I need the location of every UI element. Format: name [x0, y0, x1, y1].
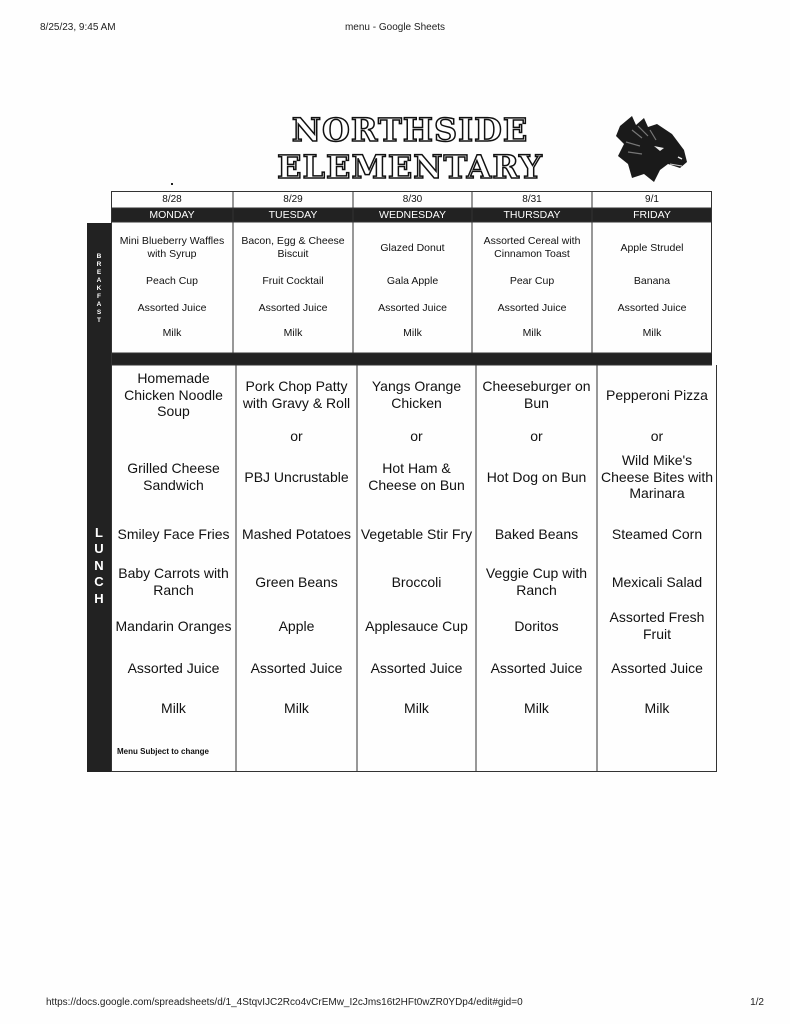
weekly-menu-table [87, 191, 717, 772]
lunch-item: Steamed Corn [611, 525, 703, 542]
breakfast-item: Milk [283, 326, 303, 339]
lunch-item: Apple [278, 617, 315, 634]
day-name: TUESDAY [268, 208, 318, 221]
lunch-item: Assorted Juice [250, 659, 343, 676]
school-name-line1: NORTHSIDE [291, 111, 529, 149]
lunch-item: Assorted Fresh Fruit [609, 609, 705, 642]
lunch-item: Applesauce Cup [365, 617, 468, 634]
side-label-letter: C [94, 574, 104, 590]
breakfast-item: Assorted Cereal with Cinnamon Toast [483, 235, 581, 260]
day-date: 8/28 [162, 194, 182, 205]
lunch-item: Hot Dog on Bun [486, 468, 587, 485]
breakfast-item: Assorted Juice [378, 301, 447, 314]
lunch-item: Green Beans [255, 573, 338, 590]
lunch-item: Milk [161, 699, 186, 716]
breakfast-item: Milk [642, 326, 662, 339]
lunch-item: Assorted Juice [611, 659, 703, 676]
side-label-letter: A [96, 277, 102, 284]
lunch-item: Yangs Orange Chicken [371, 378, 462, 411]
breakfast-item: Assorted Juice [617, 301, 687, 314]
lunch-item [113, 425, 234, 447]
breakfast-item: Fruit Cocktail [262, 274, 324, 287]
side-label-letter: E [96, 269, 102, 276]
lunch-item: Milk [644, 699, 670, 716]
breakfast-side-label [87, 251, 111, 327]
lunch-item: Mashed Potatoes [242, 525, 351, 542]
lunch-item: Mandarin Oranges [115, 617, 232, 634]
lunch-item: Baked Beans [494, 525, 579, 542]
breakfast-item: Assorted Juice [258, 301, 328, 314]
side-label-letter: R [96, 261, 102, 268]
day-name: THURSDAY [503, 208, 561, 221]
side-label-letter: H [94, 590, 104, 606]
side-label-letter: A [96, 301, 102, 308]
lunch-item: Homemade Chicken Noodle Soup [124, 369, 223, 420]
breakfast-item: Pear Cup [509, 274, 555, 287]
lunch-item: or [290, 427, 303, 444]
day-date: 8/31 [522, 194, 542, 205]
lunch-item: Baby Carrots with Ranch [118, 565, 229, 598]
school-name [250, 112, 570, 186]
lunch-item: or [410, 427, 423, 444]
horse-head-icon [610, 112, 690, 184]
breakfast-item: Gala Apple [386, 274, 439, 287]
lunch-item: Doritos [514, 617, 559, 634]
side-label-letter: K [96, 285, 102, 292]
print-datetime: 8/25/23, 9:45 AM [40, 22, 116, 33]
breakfast-item: Mini Blueberry Waffles with Syrup [119, 235, 225, 260]
menu-footnote: Menu Subject to change [117, 747, 210, 756]
lunch-item: Mexicali Salad [611, 573, 703, 590]
breakfast-item: Apple Strudel [620, 241, 684, 254]
lunch-item: PBJ Uncrustable [244, 468, 349, 485]
side-label-letter: L [95, 524, 103, 540]
day-date: 8/29 [283, 194, 303, 205]
side-label-letter: S [96, 309, 102, 316]
breakfast-item: Glazed Donut [380, 241, 445, 254]
lunch-item: Hot Ham & Cheese on Bun [368, 460, 465, 493]
lunch-item: Assorted Juice [370, 659, 463, 676]
day-date: 8/30 [402, 194, 423, 205]
school-name-line2: ELEMENTARY [277, 148, 543, 186]
side-label-letter: T [97, 317, 101, 324]
day-name: FRIDAY [633, 208, 671, 221]
lunch-item: Wild Mike's Cheese Bites with Marinara [600, 451, 714, 502]
lunch-item: Milk [284, 699, 309, 716]
breakfast-item: Assorted Juice [137, 301, 207, 314]
side-label-letter: N [94, 557, 104, 573]
lunch-item: Assorted Juice [490, 659, 583, 676]
day-name: WEDNESDAY [379, 208, 446, 221]
breakfast-item: Milk [522, 326, 542, 339]
lunch-side-label [87, 521, 111, 611]
lunch-item: Broccoli [391, 573, 442, 590]
breakfast-item: Peach Cup [146, 274, 198, 287]
breakfast-item: Milk [403, 326, 422, 339]
side-label-letter: F [97, 293, 101, 300]
breakfast-item: Milk [162, 326, 182, 339]
print-doc-title: menu - Google Sheets [344, 22, 446, 33]
breakfast-item: Assorted Juice [497, 301, 567, 314]
day-name: MONDAY [149, 208, 195, 221]
lunch-item: Smiley Face Fries [117, 525, 230, 542]
lunch-item: Cheeseburger on Bun [482, 378, 591, 411]
lunch-item: Grilled Cheese Sandwich [127, 460, 220, 493]
lunch-item: or [650, 427, 664, 444]
side-label-letter: B [96, 253, 102, 260]
lunch-item: Assorted Juice [127, 659, 220, 676]
stray-mark [171, 183, 173, 185]
lunch-item: Vegetable Stir Fry [360, 525, 473, 542]
breakfast-item: Bacon, Egg & Cheese Biscuit [241, 235, 345, 260]
day-date: 9/1 [645, 194, 659, 205]
print-page-number: 1/2 [750, 997, 764, 1008]
lunch-item: Pepperoni Pizza [606, 386, 708, 403]
lunch-item: Veggie Cup with Ranch [485, 565, 588, 598]
lunch-item: Milk [404, 699, 429, 716]
breakfast-item: Banana [633, 274, 671, 287]
lunch-item: or [530, 427, 543, 444]
lunch-item: Milk [524, 699, 549, 716]
lunch-item: Pork Chop Patty with Gravy & Roll [242, 378, 351, 411]
side-label-letter: U [94, 541, 104, 557]
print-url: https://docs.google.com/spreadsheets/d/1_4StqvIJC2Rco4vCrEMw_I2cJms16t2HFt0wZR0YDp4/edit#gid=0 [46, 997, 523, 1008]
